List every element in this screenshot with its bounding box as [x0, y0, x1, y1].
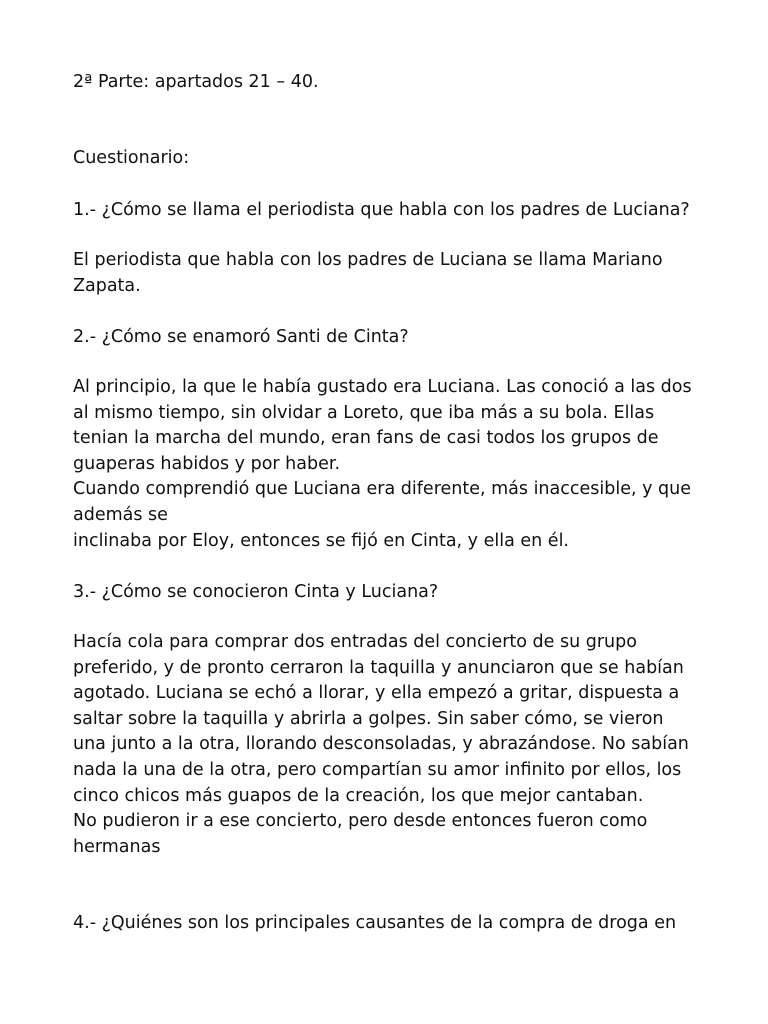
answer-2-line: guaperas habidos y por haber.	[73, 453, 341, 474]
question-1-text: 1.- ¿Cómo se llama el periodista que habla con los padres de Luciana?	[73, 200, 690, 220]
question-4	[73, 911, 723, 937]
answer-3-line: Hacía cola para comprar dos entradas del concierto de su grupo	[73, 632, 637, 652]
answer-2-line: Cuando comprendió que Luciana era diferente, más inaccesible, y que	[73, 479, 691, 500]
answer-1	[73, 248, 723, 299]
answer-2-line: tenian la marcha del mundo, eran fans de casi todos los grupos de	[73, 428, 659, 449]
answer-3-line: hermanas	[73, 836, 161, 857]
answer-3	[73, 630, 723, 860]
answer-3-line: saltar sobre la taquilla y abrirla a golpes. Sin saber cómo, se vieron	[73, 708, 664, 729]
answer-2-line: además se	[73, 504, 168, 525]
question-2	[73, 325, 723, 351]
question-2-text: 2.- ¿Cómo se enamoró Santi de Cinta?	[73, 327, 409, 347]
answer-2-line: al mismo tiempo, sin olvidar a Loreto, que iba más a su bola. Ellas	[73, 402, 655, 423]
question-4-text: 4.- ¿Quiénes son los principales causantes de la compra de droga en	[73, 913, 677, 933]
answer-2	[73, 375, 723, 554]
question-1	[73, 198, 723, 224]
answer-2-line: inclinaba por Eloy, entonces se fijó en Cinta, y ella en él.	[73, 530, 569, 551]
section-title	[73, 146, 723, 172]
question-3-text: 3.- ¿Cómo se conocieron Cinta y Luciana?	[73, 582, 439, 602]
answer-3-line: No pudieron ir a ese concierto, pero desde entonces fueron como	[73, 811, 648, 832]
answer-1-line: Zapata.	[73, 275, 141, 296]
answer-3-line: nada la una de la otra, pero compartían su amor infinito por ellos, los	[73, 759, 682, 780]
document-header-text: 2ª Parte: apartados 21 – 40.	[73, 72, 319, 92]
answer-3-line: una junto a la otra, llorando desconsoladas, y abrazándose. No sabían	[73, 734, 689, 755]
document-header	[73, 70, 723, 96]
section-title-text: Cuestionario:	[73, 148, 190, 168]
answer-3-line: cinco chicos más guapos de la creación, los que mejor cantaban.	[73, 785, 644, 806]
question-3	[73, 580, 723, 606]
answer-3-line: agotado. Luciana se echó a llorar, y ella empezó a gritar, dispuesta a	[73, 683, 680, 704]
answer-3-line: preferido, y de pronto cerraron la taquilla y anunciaron que se habían	[73, 657, 684, 678]
answer-2-line: Al principio, la que le había gustado era Luciana. Las conoció a las dos	[73, 377, 692, 397]
answer-1-line: El periodista que habla con los padres de Luciana se llama Mariano	[73, 250, 663, 270]
